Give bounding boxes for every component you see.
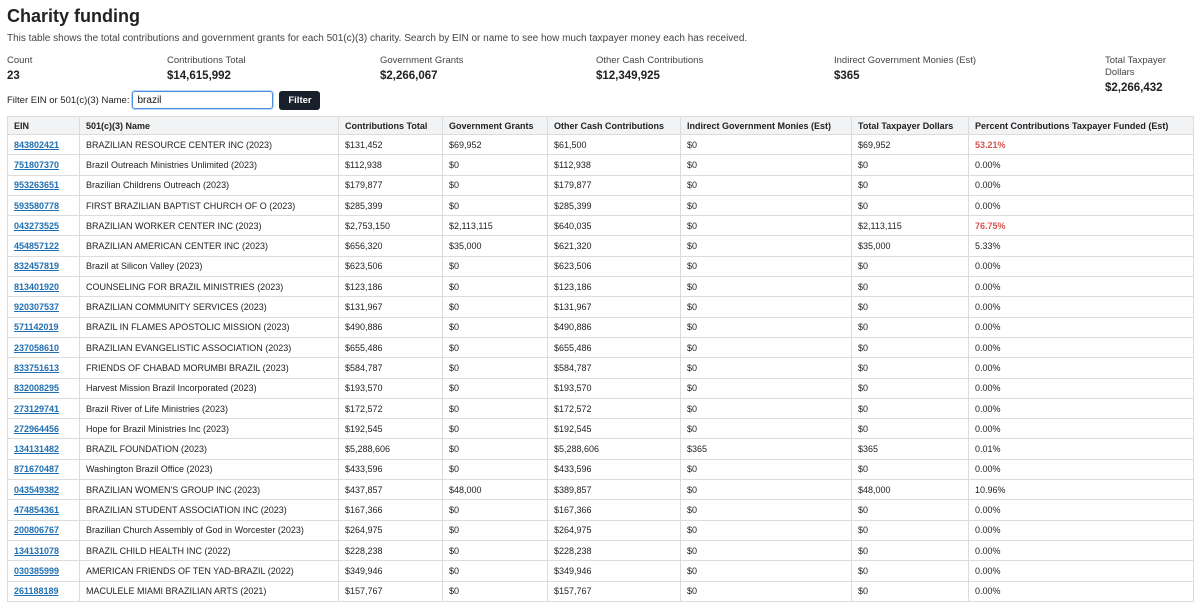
- table-cell: $167,366: [548, 500, 681, 520]
- table-cell: $349,946: [339, 561, 443, 581]
- table-body: [8, 135, 1194, 602]
- table-cell: $655,486: [339, 337, 443, 357]
- table-cell: $437,857: [339, 480, 443, 500]
- table-cell: $0: [443, 317, 548, 337]
- table-cell: $0: [443, 561, 548, 581]
- ein-cell: [8, 317, 80, 337]
- table-cell: $0: [681, 540, 852, 560]
- column-header[interactable]: 501(c)(3) Name: [80, 117, 339, 135]
- table-cell: $0: [443, 540, 548, 560]
- table-cell: 0.00%: [969, 540, 1194, 560]
- ein-cell: [8, 520, 80, 540]
- stat-label: Contributions Total: [167, 55, 246, 66]
- table-cell: $584,787: [548, 358, 681, 378]
- table-cell: $131,452: [339, 135, 443, 155]
- table-cell: $0: [443, 439, 548, 459]
- table-cell: $0: [443, 175, 548, 195]
- table-cell: $0: [443, 398, 548, 418]
- table-row: [8, 378, 1194, 398]
- table-cell: 0.00%: [969, 256, 1194, 276]
- table-cell: $0: [443, 337, 548, 357]
- table-row: [8, 256, 1194, 276]
- table-cell: 0.00%: [969, 195, 1194, 215]
- table-cell: $0: [681, 297, 852, 317]
- table-cell: $69,952: [443, 135, 548, 155]
- table-cell: $365: [852, 439, 969, 459]
- ein-link[interactable]: 871670487: [14, 464, 60, 475]
- table-row: [8, 236, 1194, 256]
- table-cell: $131,967: [339, 297, 443, 317]
- ein-link[interactable]: 134131482: [14, 444, 60, 455]
- table-cell: 53.21%: [969, 135, 1194, 155]
- stat-value: $2,266,432: [1105, 82, 1163, 94]
- table-cell: $640,035: [548, 216, 681, 236]
- table-cell: $0: [852, 297, 969, 317]
- table-cell: $0: [852, 419, 969, 439]
- table-cell: $0: [852, 317, 969, 337]
- ein-link[interactable]: 920307537: [14, 302, 60, 313]
- ein-link[interactable]: 571142019: [14, 322, 59, 333]
- table-cell: 0.00%: [969, 500, 1194, 520]
- ein-link[interactable]: 953263651: [14, 180, 60, 191]
- ein-link[interactable]: 237058610: [14, 342, 60, 353]
- table-cell: $656,320: [339, 236, 443, 256]
- filter-button[interactable]: Filter: [279, 91, 320, 110]
- table-cell: $179,877: [339, 175, 443, 195]
- table-cell: FRIENDS OF CHABAD MORUMBI BRAZIL (2023): [80, 358, 339, 378]
- table-cell: $48,000: [852, 480, 969, 500]
- column-header[interactable]: Other Cash Contributions: [548, 117, 681, 135]
- table-cell: $0: [681, 358, 852, 378]
- stat-value: $12,349,925: [596, 70, 660, 82]
- table-cell: $0: [852, 337, 969, 357]
- table-cell: $228,238: [548, 540, 681, 560]
- table-cell: $2,113,115: [443, 216, 548, 236]
- table-cell: $0: [443, 378, 548, 398]
- table-cell: $0: [443, 297, 548, 317]
- table-cell: $0: [681, 419, 852, 439]
- stat-indirect-government: [834, 55, 976, 84]
- table-cell: $0: [681, 520, 852, 540]
- table-cell: $228,238: [339, 540, 443, 560]
- table-cell: MACULELE MIAMI BRAZILIAN ARTS (2021): [80, 581, 339, 601]
- ein-link[interactable]: 593580778: [14, 200, 60, 211]
- ein-cell: [8, 135, 80, 155]
- table-cell: BRAZILIAN COMMUNITY SERVICES (2023): [80, 297, 339, 317]
- table-cell: Brazil River of Life Ministries (2023): [80, 398, 339, 418]
- ein-link[interactable]: 030385999: [14, 565, 60, 576]
- table-cell: $0: [852, 540, 969, 560]
- ein-link[interactable]: 273129741: [14, 403, 60, 414]
- table-row: [8, 175, 1194, 195]
- table-cell: $0: [443, 500, 548, 520]
- table-cell: BRAZILIAN STUDENT ASSOCIATION INC (2023): [80, 500, 339, 520]
- stat-count: [7, 55, 32, 84]
- table-cell: $0: [852, 398, 969, 418]
- table-cell: $655,486: [548, 337, 681, 357]
- stat-value: $14,615,992: [167, 70, 231, 82]
- table-cell: $0: [443, 155, 548, 175]
- table-row: [8, 419, 1194, 439]
- table-cell: $621,320: [548, 236, 681, 256]
- table-cell: Harvest Mission Brazil Incorporated (2023): [80, 378, 339, 398]
- table-cell: $0: [681, 561, 852, 581]
- column-header[interactable]: Percent Contributions Taxpayer Funded (Est): [969, 117, 1194, 135]
- table-cell: 0.00%: [969, 317, 1194, 337]
- table-cell: $285,399: [548, 195, 681, 215]
- table-cell: BRAZIL CHILD HEALTH INC (2022): [80, 540, 339, 560]
- table-cell: $433,596: [339, 459, 443, 479]
- table-cell: $35,000: [443, 236, 548, 256]
- table-cell: $0: [852, 155, 969, 175]
- ein-cell: [8, 540, 80, 560]
- table-cell: 0.00%: [969, 520, 1194, 540]
- table-cell: $623,506: [339, 256, 443, 276]
- ein-cell: [8, 439, 80, 459]
- table-cell: 0.00%: [969, 378, 1194, 398]
- ein-link[interactable]: 261188189: [14, 586, 59, 597]
- page-subtitle: This table shows the total contributions and government grants for each 501(c)(3) charity. Search by EIN or name to see how much taxpayer money each has received.: [7, 33, 748, 44]
- table-cell: 5.33%: [969, 236, 1194, 256]
- table-cell: $157,767: [339, 581, 443, 601]
- ein-cell: [8, 256, 80, 276]
- stat-value: 23: [7, 70, 20, 82]
- ein-link[interactable]: 833751613: [14, 362, 60, 373]
- table-cell: $2,753,150: [339, 216, 443, 236]
- table-header-row: [8, 117, 1194, 135]
- table-row: [8, 277, 1194, 297]
- table-cell: 0.00%: [969, 155, 1194, 175]
- table-cell: BRAZIL IN FLAMES APOSTOLIC MISSION (2023): [80, 317, 339, 337]
- stat-contributions-total: [167, 55, 246, 84]
- table-row: [8, 216, 1194, 236]
- ein-cell: [8, 358, 80, 378]
- table-cell: $264,975: [548, 520, 681, 540]
- table-cell: BRAZILIAN RESOURCE CENTER INC (2023): [80, 135, 339, 155]
- stat-label: Count: [7, 55, 33, 66]
- table-cell: $0: [443, 358, 548, 378]
- ein-link[interactable]: 832008295: [14, 383, 60, 394]
- table-cell: $0: [852, 256, 969, 276]
- table-cell: $365: [681, 439, 852, 459]
- stat-label: Other Cash Contributions: [596, 55, 704, 66]
- table-cell: Brazil at Silicon Valley (2023): [80, 256, 339, 276]
- table-cell: $0: [852, 195, 969, 215]
- table-cell: $623,506: [548, 256, 681, 276]
- table-cell: $0: [681, 378, 852, 398]
- table-cell: $0: [852, 378, 969, 398]
- table-cell: $0: [681, 398, 852, 418]
- ein-link[interactable]: 043273525: [14, 220, 60, 231]
- table-cell: $0: [681, 256, 852, 276]
- stat-label: Total Taxpayer Dollars: [1105, 55, 1167, 78]
- table-cell: $192,545: [339, 419, 443, 439]
- table-row: [8, 195, 1194, 215]
- ein-cell: [8, 500, 80, 520]
- table-cell: $584,787: [339, 358, 443, 378]
- table-cell: $490,886: [548, 317, 681, 337]
- table-cell: $172,572: [548, 398, 681, 418]
- table-row: [8, 358, 1194, 378]
- table-row: [8, 459, 1194, 479]
- table-row: [8, 135, 1194, 155]
- table-cell: $2,113,115: [852, 216, 969, 236]
- table-cell: $0: [852, 459, 969, 479]
- page-title: Charity funding: [7, 6, 140, 26]
- table-cell: $192,545: [548, 419, 681, 439]
- stat-label: Indirect Government Monies (Est): [834, 55, 977, 66]
- table-cell: 0.00%: [969, 175, 1194, 195]
- filter-label: Filter EIN or 501(c)(3) Name:: [7, 94, 130, 106]
- table-cell: $112,938: [548, 155, 681, 175]
- table-row: [8, 561, 1194, 581]
- stat-other-cash: [596, 55, 703, 84]
- table-cell: $0: [681, 175, 852, 195]
- table-cell: $264,975: [339, 520, 443, 540]
- table-cell: $0: [443, 277, 548, 297]
- ein-cell: [8, 297, 80, 317]
- ein-link[interactable]: 813401920: [14, 281, 60, 292]
- ein-cell: [8, 155, 80, 175]
- table-cell: 0.00%: [969, 419, 1194, 439]
- table-cell: 0.00%: [969, 277, 1194, 297]
- stat-government-grants: [380, 55, 463, 84]
- table-cell: $0: [443, 581, 548, 601]
- table-cell: $349,946: [548, 561, 681, 581]
- table-cell: Brazilian Church Assembly of God in Worcester (2023): [80, 520, 339, 540]
- ein-cell: [8, 378, 80, 398]
- table-cell: COUNSELING FOR BRAZIL MINISTRIES (2023): [80, 277, 339, 297]
- stat-label: Government Grants: [380, 55, 464, 66]
- table-row: [8, 540, 1194, 560]
- ein-cell: [8, 581, 80, 601]
- table-cell: $0: [443, 419, 548, 439]
- table-cell: $0: [681, 459, 852, 479]
- table-cell: $0: [852, 520, 969, 540]
- ein-cell: [8, 236, 80, 256]
- table-cell: $0: [852, 500, 969, 520]
- table-cell: FIRST BRAZILIAN BAPTIST CHURCH OF O (2023): [80, 195, 339, 215]
- table-row: [8, 480, 1194, 500]
- ein-cell: [8, 337, 80, 357]
- table-cell: BRAZILIAN AMERICAN CENTER INC (2023): [80, 236, 339, 256]
- table-cell: $0: [681, 581, 852, 601]
- ein-cell: [8, 419, 80, 439]
- table-row: [8, 520, 1194, 540]
- table-cell: $0: [681, 337, 852, 357]
- table-cell: $172,572: [339, 398, 443, 418]
- table-cell: $193,570: [339, 378, 443, 398]
- filter-input[interactable]: [132, 91, 273, 109]
- ein-cell: [8, 277, 80, 297]
- table-cell: Washington Brazil Office (2023): [80, 459, 339, 479]
- table-cell: $0: [443, 195, 548, 215]
- table-cell: BRAZIL FOUNDATION (2023): [80, 439, 339, 459]
- table-row: [8, 317, 1194, 337]
- table-cell: BRAZILIAN WORKER CENTER INC (2023): [80, 216, 339, 236]
- table-cell: 0.00%: [969, 459, 1194, 479]
- table-cell: BRAZILIAN WOMEN'S GROUP INC (2023): [80, 480, 339, 500]
- column-header[interactable]: EIN: [8, 117, 80, 135]
- table-cell: 0.00%: [969, 561, 1194, 581]
- table-cell: $48,000: [443, 480, 548, 500]
- table-cell: $0: [852, 358, 969, 378]
- stat-value: $365: [834, 70, 860, 82]
- summary-stats: [7, 55, 1193, 94]
- table-cell: $35,000: [852, 236, 969, 256]
- table-cell: $179,877: [548, 175, 681, 195]
- table-row: [8, 297, 1194, 317]
- ein-link[interactable]: 832457819: [14, 261, 60, 272]
- table-cell: 10.96%: [969, 480, 1194, 500]
- table-cell: $112,938: [339, 155, 443, 175]
- table-cell: $0: [681, 216, 852, 236]
- table-cell: $389,857: [548, 480, 681, 500]
- table-cell: Hope for Brazil Ministries Inc (2023): [80, 419, 339, 439]
- table-cell: Brazilian Childrens Outreach (2023): [80, 175, 339, 195]
- ein-link[interactable]: 474854361: [14, 504, 60, 515]
- ein-link[interactable]: 751807370: [14, 159, 60, 170]
- ein-cell: [8, 561, 80, 581]
- table-cell: $0: [443, 256, 548, 276]
- table-cell: $0: [443, 459, 548, 479]
- table-cell: $0: [681, 500, 852, 520]
- ein-link[interactable]: 043549382: [14, 484, 60, 495]
- ein-cell: [8, 195, 80, 215]
- table-cell: $61,500: [548, 135, 681, 155]
- table-cell: $285,399: [339, 195, 443, 215]
- column-header[interactable]: Total Taxpayer Dollars: [852, 117, 969, 135]
- table-cell: $0: [443, 520, 548, 540]
- ein-cell: [8, 480, 80, 500]
- table-cell: $0: [681, 317, 852, 337]
- table-cell: $123,186: [548, 277, 681, 297]
- table-cell: $0: [852, 581, 969, 601]
- table-cell: 0.01%: [969, 439, 1194, 459]
- ein-link[interactable]: 843802421: [14, 139, 60, 150]
- stat-total-taxpayer: [1105, 55, 1193, 96]
- table-cell: $69,952: [852, 135, 969, 155]
- table-cell: $0: [852, 561, 969, 581]
- filter-bar: [7, 89, 1193, 111]
- table-cell: $123,186: [339, 277, 443, 297]
- ein-cell: [8, 398, 80, 418]
- stat-value: $2,266,067: [380, 70, 438, 82]
- ein-link[interactable]: 272964456: [14, 423, 60, 434]
- table-cell: $167,366: [339, 500, 443, 520]
- ein-link[interactable]: 454857122: [14, 241, 60, 252]
- table-cell: $131,967: [548, 297, 681, 317]
- ein-link[interactable]: 134131078: [14, 545, 60, 556]
- table-cell: $0: [852, 277, 969, 297]
- table-cell: $0: [681, 195, 852, 215]
- table-row: [8, 337, 1194, 357]
- table-cell: $157,767: [548, 581, 681, 601]
- table-cell: $0: [681, 135, 852, 155]
- table-cell: 0.00%: [969, 358, 1194, 378]
- table-row: [8, 581, 1194, 601]
- ein-link[interactable]: 200806767: [14, 525, 60, 536]
- column-header[interactable]: Government Grants: [443, 117, 548, 135]
- column-header[interactable]: Indirect Government Monies (Est): [681, 117, 852, 135]
- table-cell: $0: [681, 236, 852, 256]
- ein-cell: [8, 175, 80, 195]
- table-cell: 0.00%: [969, 398, 1194, 418]
- table-row: [8, 155, 1194, 175]
- table-cell: 0.00%: [969, 581, 1194, 601]
- table-cell: BRAZILIAN EVANGELISTIC ASSOCIATION (2023): [80, 337, 339, 357]
- table-row: [8, 500, 1194, 520]
- table-cell: 76.75%: [969, 216, 1194, 236]
- column-header[interactable]: Contributions Total: [339, 117, 443, 135]
- table-cell: 0.00%: [969, 337, 1194, 357]
- table-cell: $5,288,606: [548, 439, 681, 459]
- table-cell: $193,570: [548, 378, 681, 398]
- table-row: [8, 398, 1194, 418]
- table-cell: $0: [852, 175, 969, 195]
- table-row: [8, 439, 1194, 459]
- table-cell: $0: [681, 480, 852, 500]
- table-cell: $490,886: [339, 317, 443, 337]
- table-cell: Brazil Outreach Ministries Unlimited (2023): [80, 155, 339, 175]
- ein-cell: [8, 216, 80, 236]
- charity-table: [7, 116, 1194, 602]
- ein-cell: [8, 459, 80, 479]
- table-cell: $0: [681, 277, 852, 297]
- table-cell: $433,596: [548, 459, 681, 479]
- table-cell: AMERICAN FRIENDS OF TEN YAD-BRAZIL (2022): [80, 561, 339, 581]
- table-cell: $5,288,606: [339, 439, 443, 459]
- table-cell: $0: [681, 155, 852, 175]
- table-cell: 0.00%: [969, 297, 1194, 317]
